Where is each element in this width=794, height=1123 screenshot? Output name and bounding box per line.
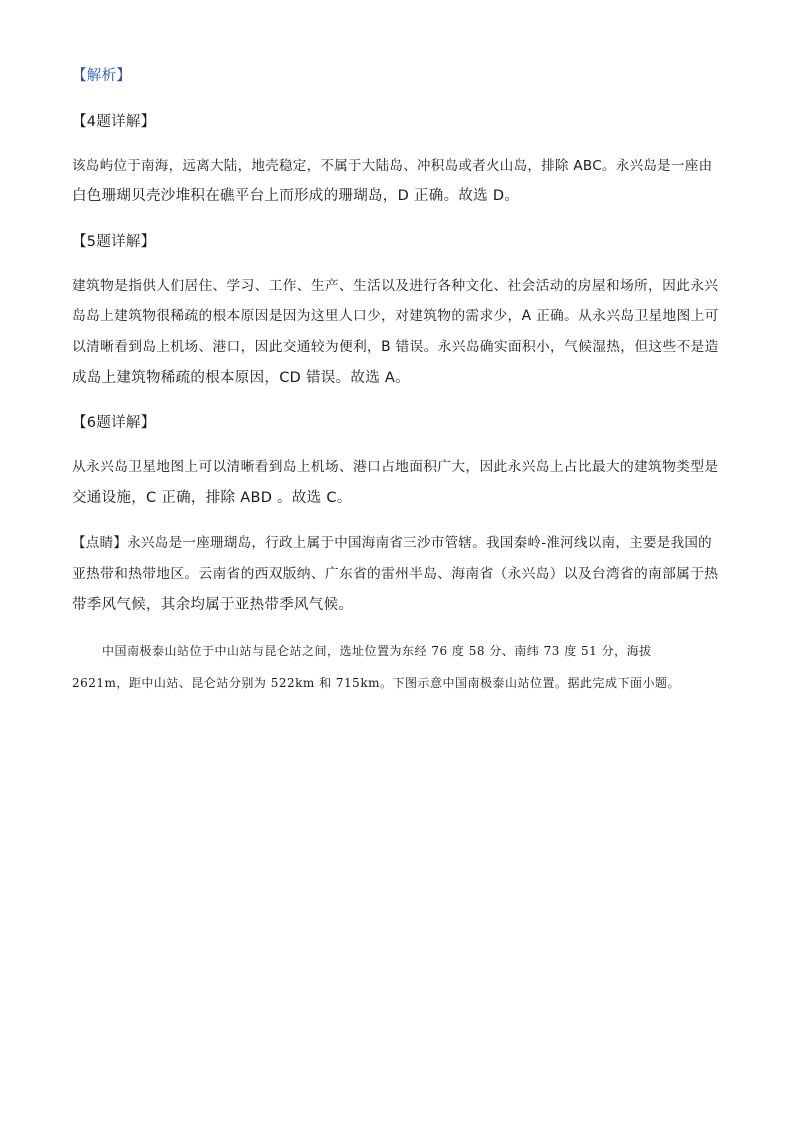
question-5-text-line-2: 岛岛上建筑物很稀疏的根本原因是因为这里人口少，对建筑物的需求少，A 正确。从永兴岛卫星地图上可 xyxy=(72,308,719,324)
key-point-text: 永兴岛是一座珊瑚岛，行政上属于中国海南省三沙市管辖。我国秦岭-淮河线以南，主要是我国的 xyxy=(127,535,712,551)
question-4-text-line-2: 白色珊瑚贝壳沙堆积在礁平台上而形成的珊瑚岛，D 正确。故选 D。 xyxy=(72,188,520,204)
key-point-line-2: 亚热带和热带地区。云南省的西双版纳、广东省的雷州半岛、海南省（永兴岛）以及台湾省的南部属于热 xyxy=(72,566,719,582)
next-question-intro-line-2: 2621m，距中山站、昆仑站分别为 522km 和 715km。下图示意中国南极泰山站位置。据此完成下面小题。 xyxy=(72,676,680,690)
question-4-heading: 【4题详解】 xyxy=(72,114,156,130)
question-5-text-line-1: 建筑物是指供人们居住、学习、工作、生产、生活以及进行各种文化、社会活动的房屋和场所，因此永兴 xyxy=(72,278,719,294)
question-6-heading: 【6题详解】 xyxy=(72,415,156,431)
key-point-line-3: 带季风气候，其余均属于亚热带季风气候。 xyxy=(72,597,354,613)
question-6-text-line-1: 从永兴岛卫星地图上可以清晰看到岛上机场、港口占地面积广大，因此永兴岛上占比最大的建筑物类型是 xyxy=(72,459,719,475)
key-point-line-1 xyxy=(72,533,712,553)
analysis-heading: 【解析】 xyxy=(72,68,132,84)
question-5-text-line-4: 成岛上建筑物稀疏的根本原因，CD 错误。故选 A。 xyxy=(72,370,410,386)
question-6-text-line-2: 交通设施，C 正确，排除 ABD 。故选 C。 xyxy=(72,490,352,506)
question-5-heading: 【5题详解】 xyxy=(72,234,156,250)
question-5-text-line-3: 以清晰看到岛上机场、港口，因此交通较为便利，B 错误。永兴岛确实面积小，气候湿热，但这些不是造 xyxy=(72,339,719,355)
question-4-text-line-1: 该岛屿位于南海，远离大陆，地壳稳定，不属于大陆岛、冲积岛或者火山岛，排除 ABC。永兴岛是一座由 xyxy=(72,158,713,174)
next-question-intro-line-1: 中国南极泰山站位于中山站与昆仑站之间，选址位置为东经 76 度 58 分、南纬 73 度 51 分，海拔 xyxy=(102,644,652,658)
key-point-tag: 【点睛】 xyxy=(72,535,128,551)
